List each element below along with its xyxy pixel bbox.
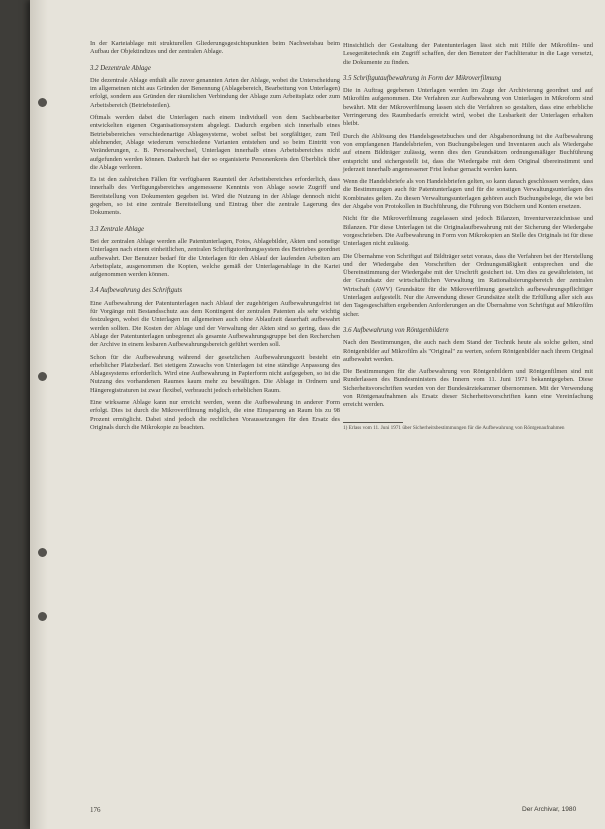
punch-hole: [38, 372, 47, 381]
paragraph: Oftmals werden dabei die Unterlagen nach einem individuell von dem Sachbearbeiter entwickelten eigenen Organisationssystem abgelegt. Dadurch ergeben sich innerhalb eines Betriebsbereiches verschiedenartige Ablagesysteme, wobei selbst bei sorgfältiger, zum Teil ablehnender, Ablage wiederum verschiedene Varianten entstehen und so beim Eintritt von Veränderungen, z. B. Personalwechsel, Unterlagen innerhalb eines Arbeitsbereiches nicht aufgefunden werden können. Dadurch hat der so organisierte Personenkreis den Überblick über die Ablage verloren.: [90, 114, 340, 171]
paragraph: Wenn die Handelsbriefe als von Handelsbriefen gelten, so kann danach geschlossen werden, dass die Bestimmungen auch für Patentunterlagen und für die sonstigen Verwaltungsunterlagen des Kombinates gelten. Zu diesen Verwaltungsunterlagen gehören auch Buchungsbelege, die wie bei der Abgabe von Protokollen in Buchführung, die Führung von Büchern und Konten ersetzen.: [343, 178, 593, 211]
paragraph: Nicht für die Mikroverfilmung zugelassen sind jedoch Bilanzen, Inventurverzeichnisse und Bilanzen. Für diese Unterlagen ist die Originalaufbewahrung mit der Sicherung der Wiedergabe vorgeschrieben. Die Aufbewahrung in Form von Mikrokopien an Stelle des Originals ist für diese Unterlagen nicht zulässig.: [343, 215, 593, 248]
punch-hole: [38, 548, 47, 557]
paragraph: Hinsichtlich der Gestaltung der Patentunterlagen lässt sich mit Hilfe der Mikrofilm- und Lesegerätetechnik ein Zugriff schaffen, der den Benutzer der Fachliteratur in die Lage versetzt, die Dokumente zu finden.: [343, 42, 593, 66]
paragraph: Schon für die Aufbewahrung während der gesetzlichen Aufbewahrungszeit besteht ein erheblicher Platzbedarf. Bei stetigem Zuwachs von Unterlagen ist eine ständige Anpassung des Ablagesystems erforderlich. Wird eine Aufbewahrung in Papierform nicht aufgegeben, so ist die Nutzung des vorhandenen Raumes kaum mehr zu bewältigen. Die Ablage in Ordnern und Hängeregistraturen ist zwar flexibel, verbraucht jedoch erheblichen Raum.: [90, 353, 340, 394]
right-column: [343, 42, 593, 431]
footnote-divider: [343, 422, 403, 423]
section-heading: 3.2 Dezentrale Ablage: [90, 64, 151, 72]
paragraph: Eine wirksame Ablage kann nur erreicht werden, wenn die Aufbewahrung in anderer Form erfolgt. Dies ist durch die Mikroverfilmung möglich, die eine Einsparung an Raum bis zu 98 Prozent ermöglicht. Dabei sind jedoch die rechtlichen Voraussetzungen für den Ersatz des Originals durch die Mikrokopie zu beachten.: [90, 398, 340, 431]
paragraph: Es ist den zahlreichen Fällen für verfügbaren Raumteil der Arbeitsbereiches erforderlich, dass innerhalb des Verfügungsbereiches angemessene Kenntnis von Ablage sowie Zugriff und Bereitstellung von Dokumenten gegeben ist. Wird die Nutzung in der Ablage dennoch nicht gegeben, so ist eine zentrale Bereitstellung und Eintrag über die zentrale Lagerung des Dokuments.: [90, 176, 340, 217]
document-page: [30, 0, 605, 829]
page-number: 176: [90, 806, 101, 814]
left-column: [90, 40, 340, 436]
punch-hole: [38, 98, 47, 107]
paragraph: Nach den Bestimmungen, die auch nach dem Stand der Technik heute als solche gelten, sind Röntgenbilder auf Mikrofilm als "Original" zu werten, sofern Röntgenbilder nach ihrem Original aufbewahrt werden.: [343, 339, 593, 363]
paragraph: Durch die Ablösung des Handelsgesetzbuches und der Abgabenordnung ist die Aufbewahrung von empfangenen Handelsbriefen, von Buchungsbelegen und Inventaren auch als Wiedergabe auf einem Bildträger zulässig, wenn dies den Grundsätzen ordnungsmäßiger Buchführung entspricht und sichergestellt ist, dass die Wiedergabe mit dem Original übereinstimmt und jederzeit innerhalb angemessener Frist lesbar gemacht werden kann.: [343, 132, 593, 173]
paragraph: Die dezentrale Ablage enthält alle zuvor genannten Arten der Ablage, wobei die Unterscheidung im allgemeinen nicht aus Gründen der Benennung (Ablagebereich, Bearbeitung von Unterlagen) erfolgt, sondern aus Gründen der räumlichen Verbindung der Ablage zum Arbeitsplatz oder zum Arbeitsbereich (Betriebsteilen).: [90, 76, 340, 109]
paragraph: Die Bestimmungen für die Aufbewahrung von Röntgenbildern und Röntgenfilmen sind mit Runderlassen des Bundesministers des Innern vom 11. Juni 1971 bekanntgegeben. Diese Sicherheitsvorschriften wurden von der Bundesärztekammer übernommen. Mit der Verwendung von Röntgenaufnahmen als Ersatz dieser Sicherheitsvorschriften kann eine Vereinfachung erreicht werden.: [343, 368, 593, 409]
section-heading: 3.5 Schriftgutaufbewahrung in Form der Mikroverfilmung: [343, 74, 502, 82]
section-heading: 3.4 Aufbewahrung des Schriftguts: [90, 287, 183, 295]
paragraph: Eine Aufbewahrung der Patentunterlagen nach Ablauf der zugehörigen Aufbewahrungsfrist ist für Vorgänge mit Bestandsschutz aus dem Kontingent der zentralen Patenten als sehr wichtig festzulegen, wobei die Unterlagen im allgemeinen auch ohne Ablaufzeit dauerhaft aufbewahrt werden sollten. Die Kosten der Ablage und der Verwaltung der Akten sind so gering, dass die Ablage der Patentunterlagen unbegrenzt als gesamte Aufbewahrungsgruppe bei den Recherchen der Archive in einem lesbaren Aufbewahrungsbereich geführt werden soll.: [90, 299, 340, 349]
section-heading: 3.3 Zentrale Ablage: [90, 225, 145, 233]
punch-hole: [38, 612, 47, 621]
paragraph: In der Karteiablage mit strukturellen Gliederungsgesichtspunkten beim Nachweisbau beim Aufbau der Objektindizes und der zentralen Ablage.: [90, 40, 340, 56]
binding-gutter: [30, 0, 48, 829]
paragraph: Bei der zentralen Ablage werden alle Patentunterlagen, Fotos, Ablagebilder, Akten und sonstige Unterlagen nach einem einheitlichen, zentralen Schriftgutordnungssystem des Betriebes geordnet aufbewahrt. Der Benutzer bedarf für die Unterlagen für den Ablauf der laufenden Arbeiten am Arbeitsplatz, ausgenommen die Kopien, welche gemäß der Unterlagenablage in die Kartei aufgenommen werden können.: [90, 237, 340, 279]
paragraph: Die Übernahme von Schriftgut auf Bildträger setzt voraus, dass die Verfahren bei der Herstellung und der Wiedergabe den Vorschriften der Ordnungsmäßigkeit entsprechen und die Übereinstimmung der Wiedergabe mit der Urschrift gesichert ist. Um dies zu gewährleisten, ist der Grundsatz der wirtschaftlichen Verwaltung im Rationalisierungsbereich der zentralen Wirtschaft (AWV) Grundsätze für die Mikroverfilmung gesetzlich aufbewahrungspflichtiger Unterlagen aufgestellt. Nur die Anwendung dieser Grundsätze stellt die Erfüllung aller sich aus den Tagesgeschäften ergebenden Anforderungen an die Übernahme von Schriftgut auf Mikrofilm sicher.: [343, 252, 593, 318]
footnote: 1) Erlass vom 11. Juni 1971 über Sicherheitsbestimmungen für die Aufbewahrung von Röntgenaufnahmen: [343, 424, 565, 431]
paragraph: Die in Auftrag gegebenen Unterlagen werden im Zuge der Archivierung geordnet und auf Mikrofilm aufgenommen. Die Verfahren zur Aufbewahrung von Unterlagen in Mikroform sind bewährt. Mit der Mikroverfilmung lassen sich die Verfahren so gestalten, dass eine erhebliche Verringerung des Raumbedarfs erreicht wird, wobei die Lesbarkeit der Unterlagen erhalten bleibt.: [343, 87, 593, 128]
journal-title: Der Archivar, 1980: [522, 806, 577, 813]
section-heading: 3.6 Aufbewahrung von Röntgenbildern: [343, 326, 449, 334]
